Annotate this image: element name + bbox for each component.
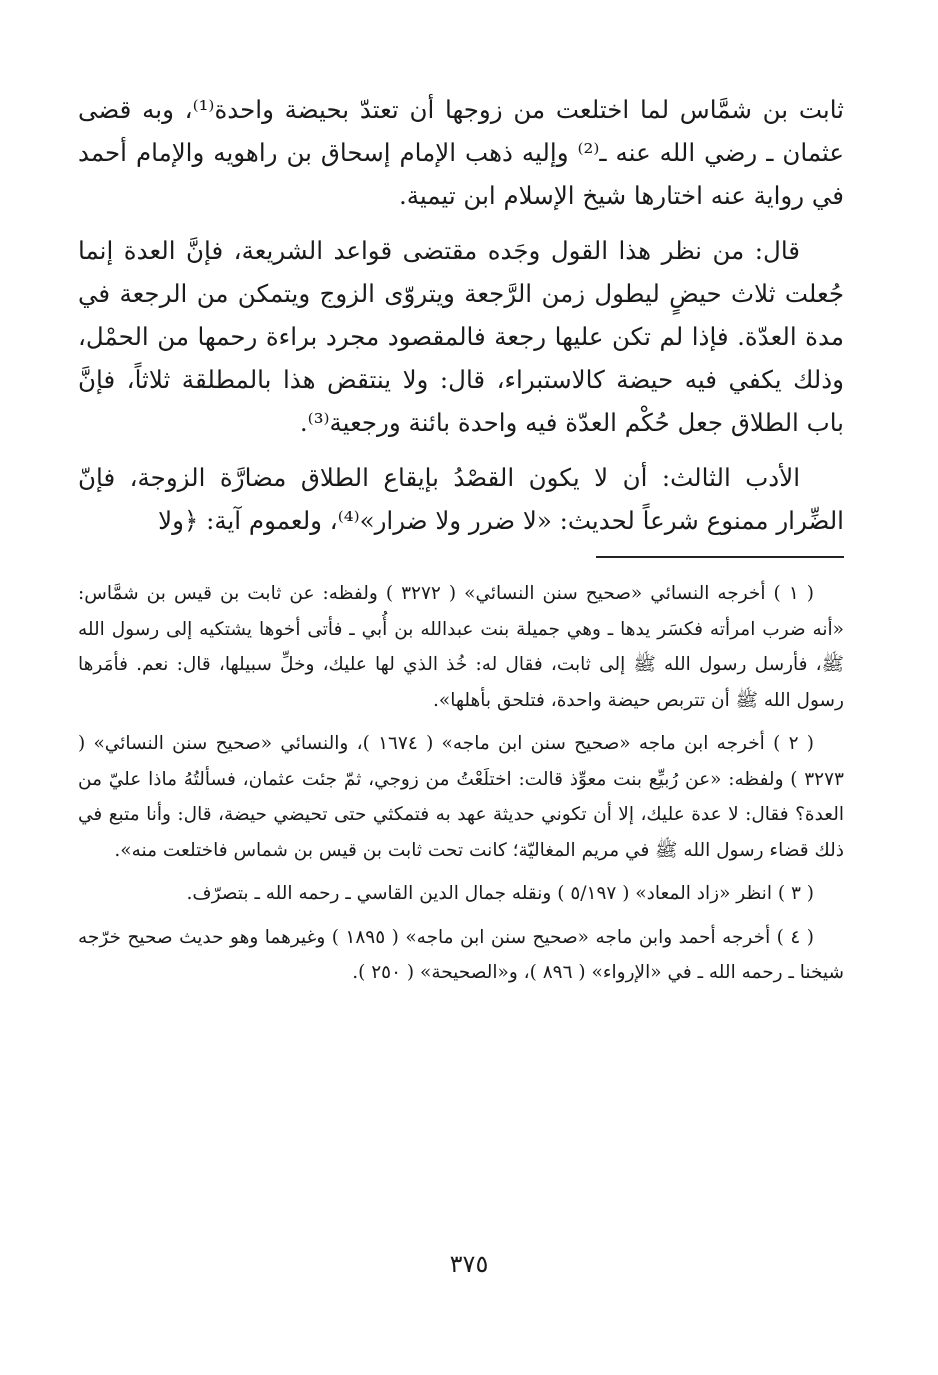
book-page <box>78 88 844 999</box>
footnotes <box>78 576 844 991</box>
footnote-1: ( ١ ) أخرجه النسائي «صحيح سنن النسائي» ( ٣٢٧٢ ) ولفظه: عن ثابت بن قيس بن شمَّاس: «أنه ضرب امرأته فكسَر يدها ـ وهي جميلة بنت عبدالله بن أُبي ـ فأتى أخوها يشتكيه إلى رسول الله ﷺ، فأرسل رسول الله ﷺ إلى ثابت، فقال له: خُذ الذي لها عليك، وخلِّ سبيلها، قال: نعم. فأمَرها رسول الله ﷺ أن تتربص حيضة واحدة، فتلحق بأهلها». <box>78 583 844 711</box>
paragraph-3: الأدب الثالث: أن لا يكون القصْدُ بإيقاع الطلاق مضارَّة الزوجة، فإنّ الضِّرار ممنوع شرعاً لحديث: «لا ضرر ولا ضرار»⁽⁴⁾، ولعموم آية: ﴿ولا <box>78 463 844 535</box>
footnote-4: ( ٤ ) أخرجه أحمد وابن ماجه «صحيح سنن ابن ماجه» ( ١٨٩٥ ) وغيرهما وهو حديث صحيح خرّجه شيخنا ـ رحمه الله ـ في «الإرواء» ( ٨٩٦ )، و«الصحيحة» ( ٢٥٠ ). <box>78 926 844 983</box>
page-number: ٣٧٥ <box>449 1250 489 1278</box>
footnote-3: ( ٣ ) انظر «زاد المعاد» ( ٥/١٩٧ ) ونقله جمال الدين القاسي ـ رحمه الله ـ بتصرّف. <box>186 883 814 904</box>
footnote-2: ( ٢ ) أخرجه ابن ماجه «صحيح سنن ابن ماجه» ( ١٦٧٤ )، والنسائي «صحيح سنن النسائي» ( ٣٢٧٣ ) ولفظه: «عن رُبيِّع بنت معوِّذ قالت: اختلَعْتُ من زوجي، ثمّ جئت عثمان، فسألتُهُ ماذا عليّ من العدة؟ فقال: لا عدة عليك، إلا أن تكوني حديثة عهد به فتمكثي حتى تحيضي حيضة، قال: وأنا متبع في ذلك قضاء رسول الله ﷺ في مريم المغاليّة؛ كانت تحت ثابت بن قيس بن شماس فاختلعت منه». <box>78 733 844 861</box>
paragraph-2: قال: من نظر هذا القول وجَده مقتضى قواعد الشريعة، فإنَّ العدة إنما جُعلت ثلاث حيضٍ ليطول زمن الرَّجعة ويتروّى الزوج ويتمكن من الرجعة في مدة العدّة. فإذا لم تكن عليها رجعة فالمقصود مجرد براءة رحمها من الحمْل، وذلك يكفي فيه حيضة كالاستبراء، قال: ولا ينتقض هذا بالمطلقة ثلاثاً، فإنَّ باب الطلاق جعل حُكْم العدّة فيه واحدة بائنة ورجعية⁽³⁾. <box>78 236 844 437</box>
main-text <box>78 88 844 542</box>
paragraph-1: ثابت بن شمَّاس لما اختلعت من زوجها أن تعتدّ بحيضة واحدة⁽¹⁾، وبه قضى عثمان ـ رضي الله عنه ـ⁽²⁾ وإليه ذهب الإمام إسحاق بن راهويه والإمام أحمد في رواية عنه اختارها شيخ الإسلام ابن تيمية. <box>78 95 844 210</box>
footnote-separator <box>596 556 844 558</box>
